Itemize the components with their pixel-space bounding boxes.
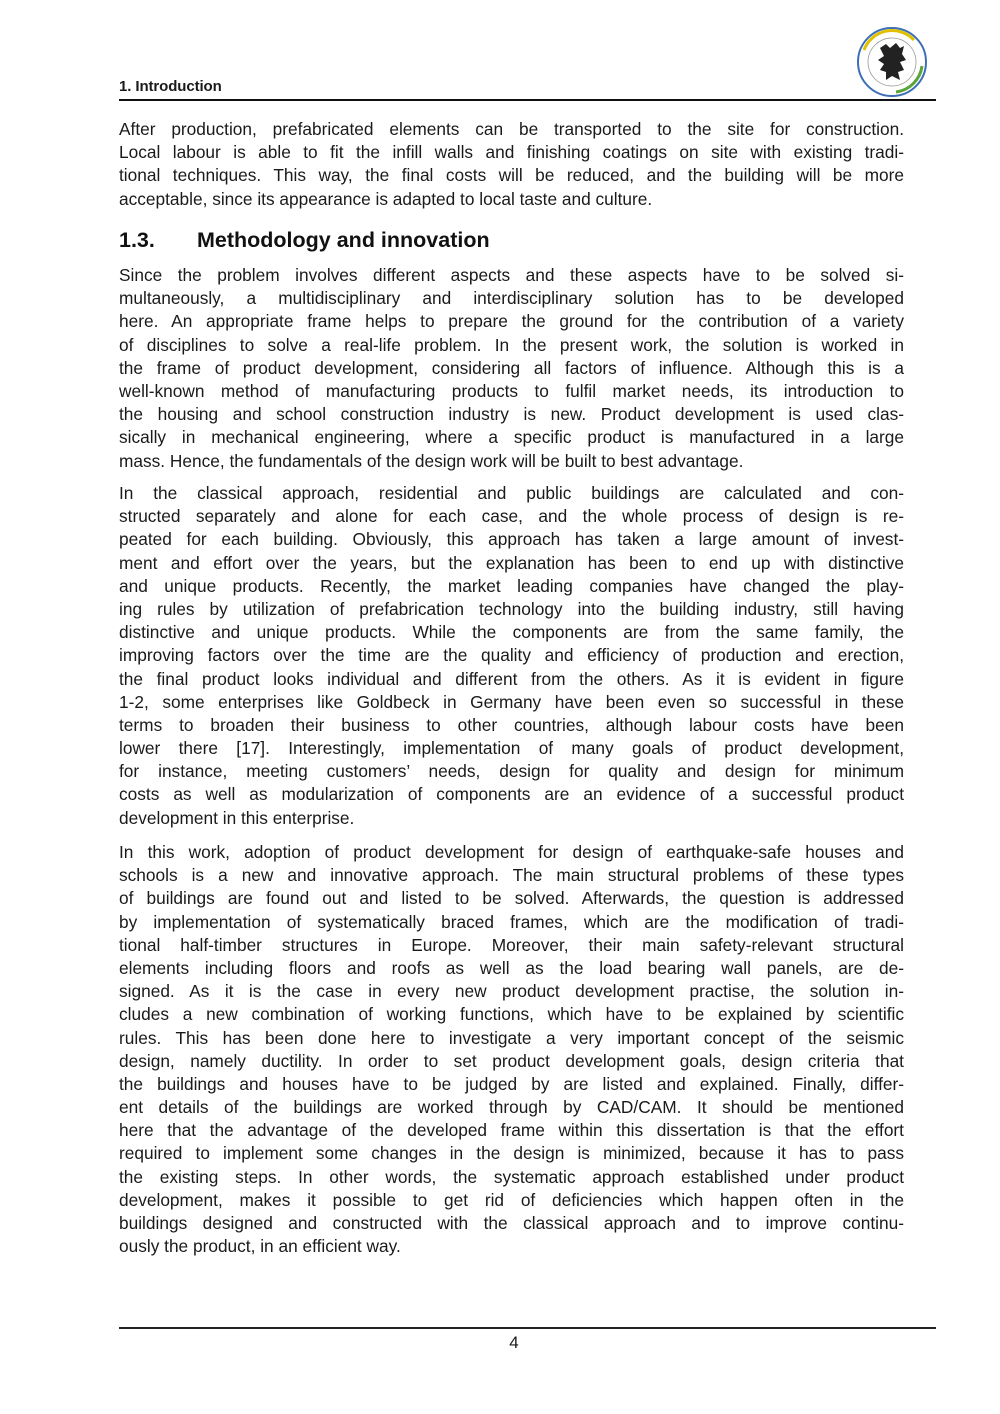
text-line: 1-2, some enterprises like Goldbeck in Germany have been even so successful in these	[119, 691, 904, 712]
text-line: elements including floors and roofs as well as the load bearing wall panels, are de-	[119, 957, 904, 978]
text-line: tional techniques. This way, the final costs will be reduced, and the building will be more	[119, 165, 904, 186]
university-seal-graphic	[856, 26, 928, 98]
text-line: development, makes it possible to get rid of deficiencies which happen often in the	[119, 1189, 904, 1210]
text-line: here that the advantage of the developed frame within this dissertation is that the effort	[119, 1120, 904, 1141]
text-line: improving factors over the time are the quality and efficiency of production and erection,	[119, 645, 904, 666]
text-line: of disciplines to solve a real-life problem. In the present work, the solution is worked in	[119, 334, 904, 355]
text-line: cludes a new combination of working functions, which have to be explained by scientific	[119, 1004, 904, 1025]
running-header-chapter: 1. Introduction	[119, 78, 222, 95]
text-line: peated for each building. Obviously, this approach has taken a large amount of invest-	[119, 529, 904, 550]
text-line: the housing and school construction industry is new. Product development is used clas-	[119, 404, 904, 425]
text-line: distinctive and unique products. While the components are from the same family, the	[119, 622, 904, 643]
text-line: lower there [17]. Interestingly, implementation of many goals of product development,	[119, 738, 904, 759]
section-paragraph-2	[119, 482, 904, 830]
section-paragraph-1	[119, 264, 904, 473]
text-line: the frame of product development, considering all factors of influence. Although this is a	[119, 357, 904, 378]
header-rule	[119, 99, 936, 101]
text-line: structed separately and alone for each case, and the whole process of design is re-	[119, 506, 904, 527]
section-number: 1.3.	[119, 228, 155, 252]
text-line: development in this enterprise.	[119, 807, 355, 828]
text-line: the buildings and houses have to be judged by are listed and explained. Finally, differ-	[119, 1073, 904, 1094]
paragraph	[119, 264, 904, 473]
text-line: schools is a new and innovative approach. The main structural problems of these types	[119, 865, 904, 886]
text-line: signed. As it is the case in every new product development practise, the solution in-	[119, 981, 904, 1002]
paragraph	[119, 118, 904, 211]
text-line: terms to broaden their business to other countries, although labour costs have been	[119, 714, 904, 735]
text-line: of buildings are found out and listed to be solved. Afterwards, the question is addressed	[119, 888, 904, 909]
opening-paragraph	[119, 118, 904, 211]
text-line: here. An appropriate frame helps to prepare the ground for the contribution of a variety	[119, 311, 904, 332]
text-line: ing rules by utilization of prefabrication technology into the building industry, still having	[119, 598, 904, 619]
text-line: multaneously, a multidisciplinary and interdisciplinary solution has to be developed	[119, 288, 904, 309]
section-paragraph-3	[119, 841, 904, 1258]
page-number: 4	[509, 1333, 519, 1352]
text-line: Local labour is able to fit the infill walls and finishing coatings on site with existing tradi-	[119, 142, 904, 163]
text-line: and unique products. Recently, the market leading companies have changed the play-	[119, 575, 904, 596]
paragraph	[119, 841, 904, 1258]
text-line: ent details of the buildings are worked through by CAD/CAM. It should be mentioned	[119, 1097, 904, 1118]
text-line: After production, prefabricated elements can be transported to the site for construction.	[119, 119, 904, 139]
text-line: acceptable, since its appearance is adapted to local taste and culture.	[119, 188, 653, 209]
text-line: buildings designed and constructed with the classical approach and to improve continu-	[119, 1213, 904, 1233]
text-line: mass. Hence, the fundamentals of the design work will be built to best advantage.	[119, 450, 744, 471]
text-line: Since the problem involves different aspects and these aspects have to be solved si-	[119, 265, 904, 285]
text-line: rules. This has been done here to investigate a very important concept of the seismic	[119, 1027, 904, 1048]
text-line: the final product looks individual and different from the others. As it is evident in figure	[119, 668, 904, 689]
text-line: well-known method of manufacturing products to fulfil market needs, its introduction to	[119, 380, 904, 401]
text-line: the existing steps. In other words, the systematic approach established under product	[119, 1166, 904, 1187]
section-title: Methodology and innovation	[197, 228, 490, 252]
text-line: by implementation of systematically braced frames, which are the modification of tradi-	[119, 911, 904, 932]
text-line: tional half-timber structures in Europe. Moreover, their main safety-relevant structural	[119, 934, 904, 955]
university-seal-icon	[856, 26, 928, 98]
section-heading	[119, 228, 490, 253]
text-line: ously the product, in an efficient way.	[119, 1236, 401, 1257]
text-line: ment and effort over the years, but the explanation has been to end up with distinctive	[119, 552, 904, 573]
text-line: design, namely ductility. In order to set product development goals, design criteria that	[119, 1050, 904, 1071]
text-line: for instance, meeting customers’ needs, design for quality and design for minimum	[119, 761, 904, 782]
text-line: In this work, adoption of product development for design of earthquake-safe houses and	[119, 842, 904, 862]
text-line: costs as well as modularization of components are an evidence of a successful product	[119, 784, 904, 805]
paragraph	[119, 482, 904, 830]
text-line: sically in mechanical engineering, where a specific product is manufactured in a large	[119, 427, 904, 448]
text-line: In the classical approach, residential and public buildings are calculated and con-	[119, 483, 904, 503]
footer-rule	[119, 1327, 936, 1329]
text-line: required to implement some changes in the design is minimized, because it has to pass	[119, 1143, 904, 1164]
